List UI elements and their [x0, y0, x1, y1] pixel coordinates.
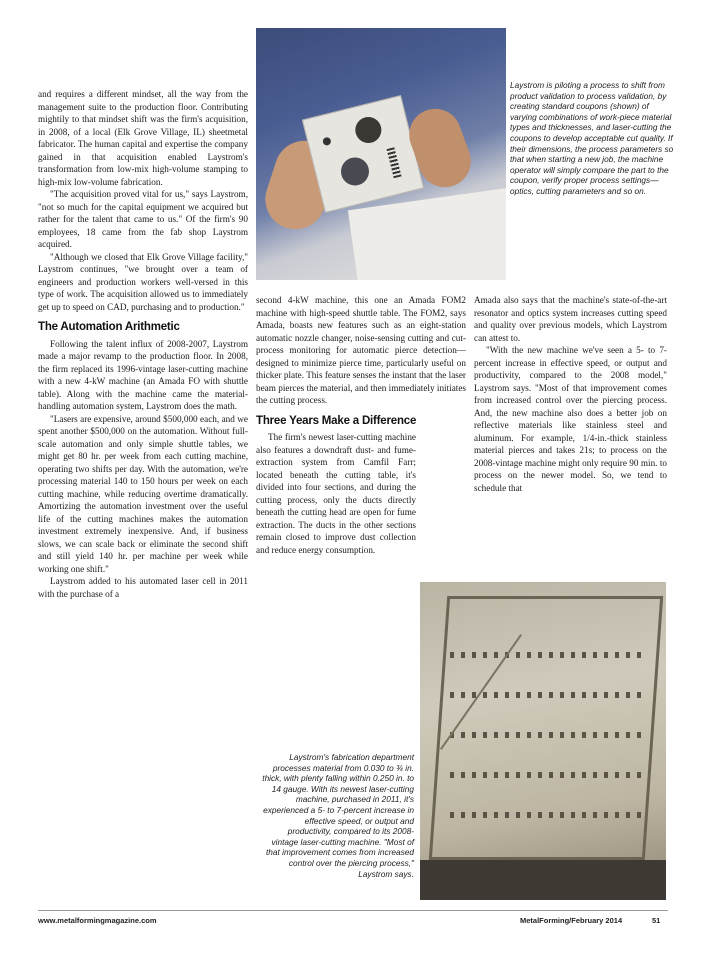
paragraph: Amada also says that the machine's state-of-the-art resonator and optics system increases cutting speed and quality over previous models, which Laystrom can attest to. [474, 295, 667, 343]
coupon-photo [256, 28, 506, 280]
footer-divider [38, 910, 668, 911]
photo-caption-bottom: Laystrom's fabrication department processes material from 0.030 to ¾ in. thick, with plenty falling within 0.250 in. to 14 gauge. With its newest laser-cutting machine, purchased in 2011, it's experienced a 5- to 7-percent increase in effective speed, or output and productivity, compared to its 2008-vintage laser-cutting machine. "Most of that improvement comes from increased control over the piercing process," Laystrom says. [262, 752, 414, 879]
paragraph: "The acquisition proved vital for us," says Laystrom, "not so much for the capital equipment we acquired but rather for the talent that came to us." Of the firm's 90 employees, 18 came from the fab shop Laystrom acquired. [38, 189, 248, 249]
footer-website[interactable]: www.metalformingmagazine.com [38, 916, 157, 925]
footer-issue: MetalForming/February 2014 [520, 916, 623, 925]
section-heading: The Automation Arithmetic [38, 321, 180, 333]
paragraph: "With the new machine we've seen a 5- to 7-percent increase in effective speed, or output and productivity, compared to the 2008 model," Laystrom says. "Most of that improvement comes from increased control over the piercing process. And, the new machine also does a better job on reflective materials like stainless steel and aluminum. For example, 1/4-in.-thick stainless material pierces and takes 21s; to process on the 2008-vintage machine might only require 90 min. to process on the newer model. So, we tend to schedule that [474, 345, 667, 493]
article-column-1 [38, 88, 248, 600]
coupon-card [302, 95, 424, 213]
article-column-3 [474, 294, 667, 494]
paragraph: "Lasers are expensive, around $500,000 each, and we spent another $500,000 on the automation. Without full-scale automation and only simple shuttle tables, we might get 80 hr. per week from each cutting machine, operating two shifts per day. With the automation, we're processing material 140 to 150 hours per week on each cutting machine, while reducing overtime dramatically. Amortizing the automation investment over the useful life of the cutting machines makes the automation investment extremely inexpensive. And, if business slows, we can scale back or eliminate the second shift and still yield 140 hr. per machine per week while working one shift." [38, 413, 248, 574]
cutting-table-photo [420, 582, 666, 900]
article-column-2 [256, 294, 466, 556]
paragraph: Following the talent influx of 2008-2007, Laystrom made a major revamp to the production floor. In 2008, the firm replaced its 1996-vintage laser-cutting machine with a new 4-kW machine (an Amada FO with shuttle table). Along with the machine came the material-handling automation system, Laystrom does the math. [38, 338, 248, 411]
paragraph: and requires a different mindset, all the way from the management suite to the production floor. Contributing mightily to that mindset shift was the firm's acquisition, in 2008, of a local (Elk Grove Village, IL) sheetmetal fabricator. The human capital and expertise the company gained in that acquisition enabled Laystrom's transformation from low-mix high-volume stamping to high-mix low-volume fabrication. [38, 89, 248, 187]
paragraph: "Although we closed that Elk Grove Village facility," Laystrom continues, "we brought over a team of engineers and production workers well-versed in this type of work. The acquisition allowed us to immediately get up to speed on CAD, purchasing and to production." [38, 251, 248, 312]
photo-caption-top: Laystrom is piloting a process to shift from product validation to process validation, by creating standard coupons (shown) of varying combinations of work-piece material types and thicknesses, and laser-cutting the coupons to develop acceptable cut quality. If their dimensions, the process parameters so that when starting a new job, the machine operator will simply compare the part to the coupon, verify proper process settings—optics, cutting parameters and so on. [510, 80, 674, 196]
paragraph: Laystrom added to his automated laser cell in 2011 with the purchase of a [38, 576, 248, 599]
page-number: 51 [652, 916, 661, 925]
paragraph: The firm's newest laser-cutting machine also features a downdraft dust- and fume-extraction system from Camfil Farr; located beneath the cutting table, it's divided into four sections, and during the cutting process, only the ducts directly beneath the cutting head are open for fume extraction. The ducts in the other sections remain closed to improve dust collection and reduce energy consumption. [256, 432, 416, 555]
paragraph: second 4-kW machine, this one an Amada FOM2 machine with high-speed shuttle table. The FOM2, says Amada, boasts new features such as an eight-station automatic nozzle changer, noise-sensing cutting and cut-process monitoring for automatic pierce detection—designed to minimize pierce time, particularly useful on thicker plate. This feature senses the instant that the laser beam pierces the material, and then immediately initiates the cutting process. [256, 295, 466, 405]
section-heading: Three Years Make a Difference [256, 414, 417, 427]
